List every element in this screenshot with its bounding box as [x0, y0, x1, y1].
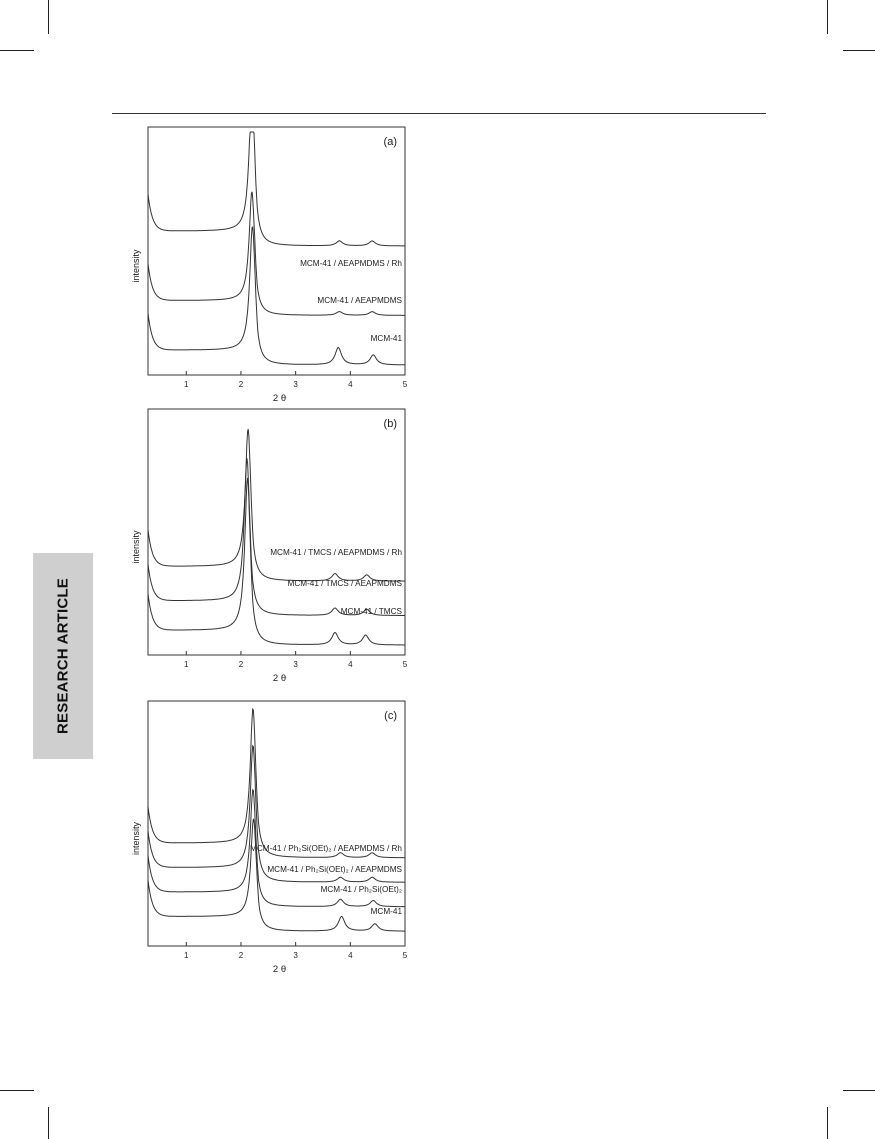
x-tick-label: 1 [184, 951, 189, 960]
series-line [148, 709, 405, 858]
x-tick-label: 2 [238, 660, 244, 669]
plot-frame [148, 127, 405, 375]
series-line [148, 478, 405, 645]
series-line [148, 458, 405, 615]
plot-frame [148, 701, 405, 946]
series-label: MCM-41 / TMCS / AEAPMDMS / Rh [270, 548, 402, 557]
x-tick-label: 2 [238, 380, 244, 389]
panel-label: (a) [383, 136, 397, 148]
series-label: MCM-41 / TMCS [340, 607, 402, 616]
x-axis-label: 2 θ [272, 673, 287, 684]
x-axis-label: 2 θ [272, 964, 287, 975]
series-label: MCM-41 [370, 907, 402, 916]
chart-panel-c [131, 701, 408, 975]
x-tick-label: 4 [348, 660, 353, 669]
series-label: MCM-41 / AEAPMDMS [317, 296, 402, 305]
series-label: MCM-41 / Ph₂Si(OEt)₂ / AEAPMDMS / Rh [250, 844, 402, 853]
x-tick-label: 5 [402, 951, 408, 960]
chart-panel-a [131, 127, 408, 404]
series-label: MCM-41 / TMCS / AEAPMDMS [287, 579, 402, 588]
x-tick-label: 3 [293, 660, 298, 669]
x-tick-label: 1 [184, 380, 189, 389]
series-label: MCM-41 / Ph₂Si(OEt)₂ [320, 885, 402, 894]
y-axis-label: intensity [131, 249, 141, 283]
y-axis-label: intensity [131, 821, 141, 856]
x-tick-label: 5 [402, 380, 408, 389]
y-axis-label: intensity [131, 530, 141, 564]
x-tick-label: 1 [184, 660, 189, 669]
series-line [148, 429, 405, 581]
chart-panel-b [131, 409, 408, 684]
panel-label: (b) [383, 418, 397, 430]
x-tick-label: 4 [348, 380, 353, 389]
x-tick-label: 2 [238, 951, 244, 960]
series-line [148, 819, 405, 931]
section-tab-label: RESEARCH ARTICLE [54, 578, 72, 734]
x-tick-label: 4 [348, 951, 353, 960]
plot-frame [148, 409, 405, 655]
panel-label: (c) [384, 710, 397, 722]
x-tick-label: 3 [293, 380, 298, 389]
series-label: MCM-41 / Ph₂Si(OEt)₂ / AEAPMDMS [267, 865, 402, 874]
x-tick-label: 5 [402, 660, 408, 669]
x-tick-label: 3 [293, 951, 298, 960]
x-axis-label: 2 θ [272, 393, 287, 404]
series-line [148, 746, 405, 882]
series-label: MCM-41 / AEAPMDMS / Rh [300, 259, 402, 268]
series-line [148, 132, 405, 246]
series-label: MCM-41 [370, 334, 402, 343]
